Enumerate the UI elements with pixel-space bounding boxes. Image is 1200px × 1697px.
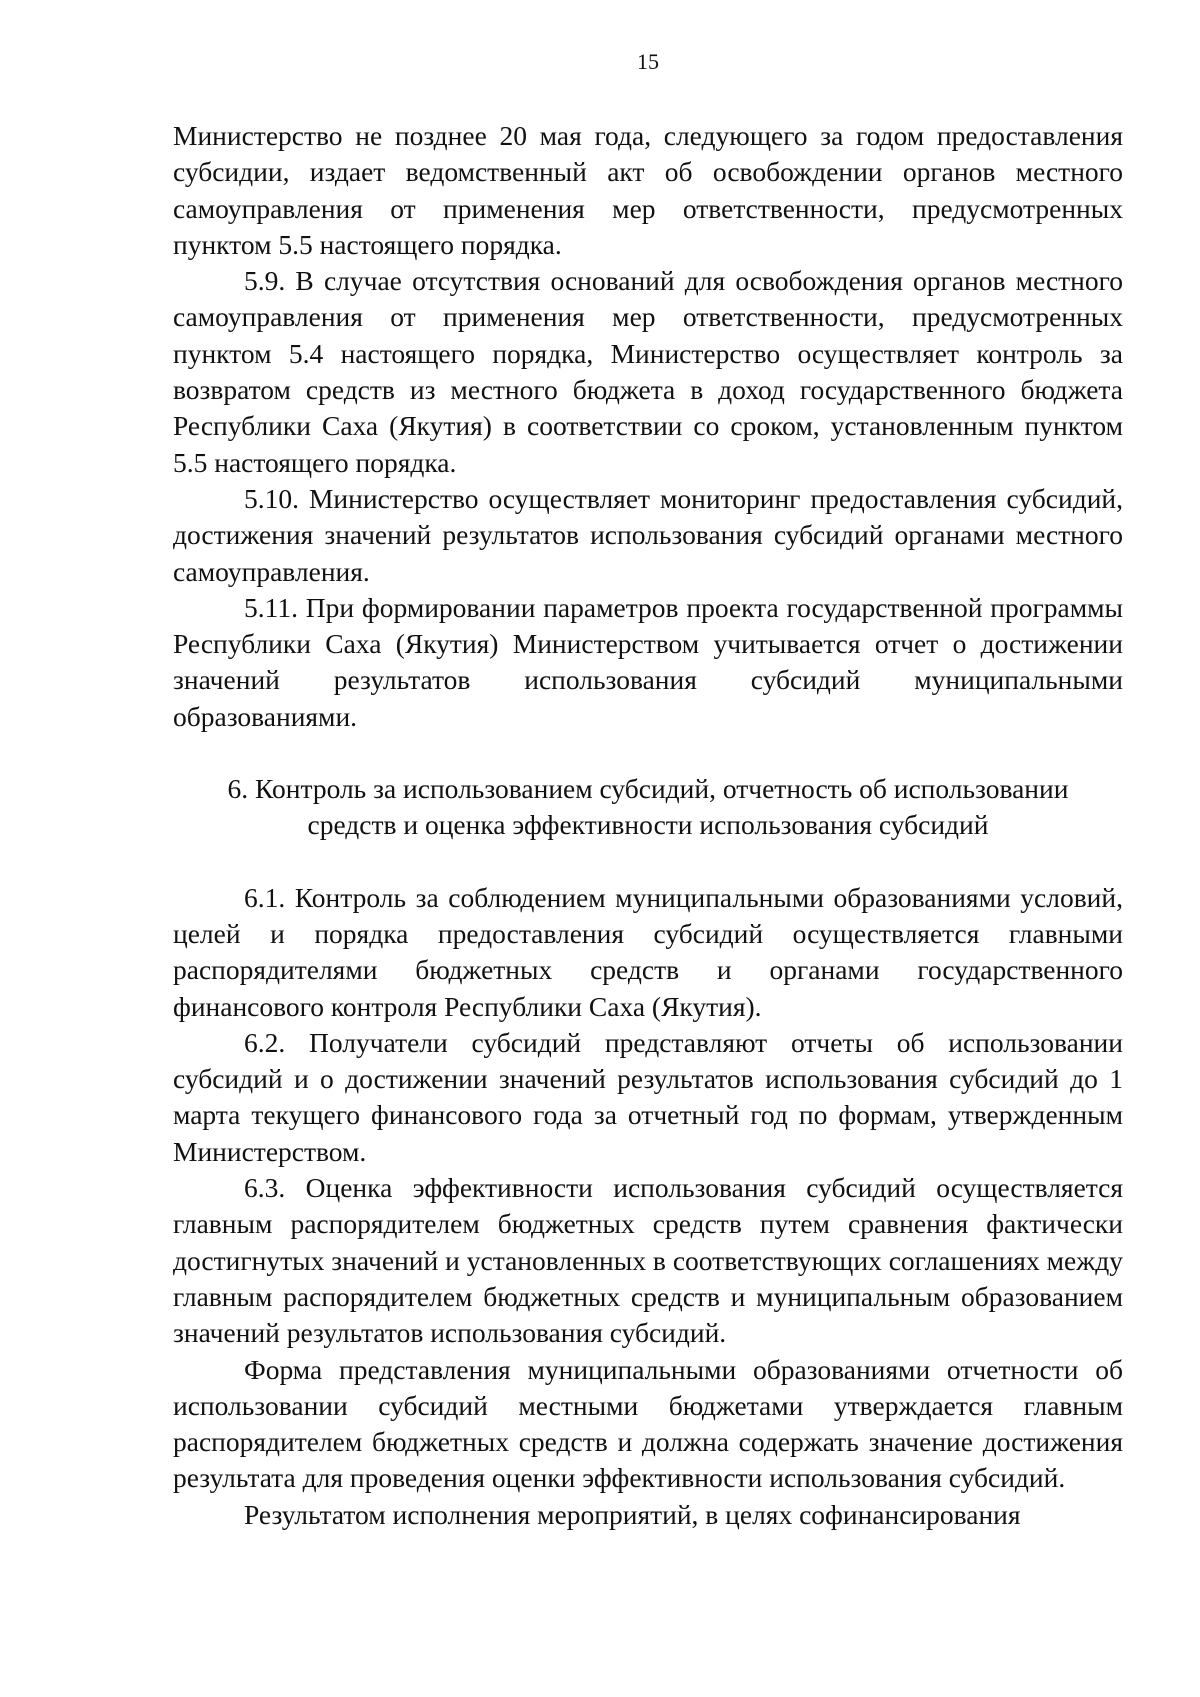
section-heading-line-1: 6. Контроль за использованием субсидий, отчетность об использовании (227, 773, 1069, 805)
paragraph-6-1: 6.1. Контроль за соблюдением муниципальными образованиями условий, целей и порядка предоставления субсидий осуществляется главными распорядителями бюджетных средств и органами государственного финансового контроля Республики Саха (Якутия). (173, 881, 1123, 1022)
paragraph-continuation: Министерство не позднее 20 мая года, следующего за годом предоставления субсидии, издает ведомственный акт об освобождении органов местного самоуправления от применения мер ответственности, предусмотренных пунктом 5.5 настоящего порядка. (173, 120, 1123, 260)
paragraph-5-9: 5.9. В случае отсутствия оснований для освобождения органов местного самоуправления от применения мер ответственности, предусмотренных пунктом 5.4 настоящего порядка, Министерство осуществляет контроль за возвратом средств из местного бюджета в доход государственного бюджета Республики Саха (Якутия) в соответствии со сроком, установленным пунктом 5.5 настоящего порядка. (173, 265, 1123, 478)
paragraph-result: Результатом исполнения мероприятий, в целях софинансирования (244, 1498, 1021, 1530)
section-heading-line-2: средств и оценка эффективности использования субсидий (307, 809, 989, 841)
paragraph-6-2: 6.2. Получатели субсидий представляют отчеты об использовании субсидий и о достижении значений результатов использования субсидий до 1 марта текущего финансового года за отчетный год по формам, утвержденным Министерством. (173, 1026, 1123, 1167)
section-6-heading (173, 771, 1123, 844)
paragraph-6-3: 6.3. Оценка эффективности использования субсидий осуществляется главным распорядителем бюджетных средств путем сравнения фактически достигнутых значений и установленных в соответствующих соглашениях между главным распорядителем бюджетных средств и муниципальным образованием значений результатов использования субсидий. (173, 1172, 1123, 1349)
paragraph-5-10: 5.10. Министерство осуществляет мониторинг предоставления субсидий, достижения значений результатов использования субсидий органами местного самоуправления. (173, 482, 1123, 587)
paragraph-5-11: 5.11. При формировании параметров проекта государственной программы Республики Саха (Якутия) Министерством учитывается отчет о достижении значений результатов использования субсидий муниципальными образованиями. (173, 591, 1123, 732)
paragraph-report-form: Форма представления муниципальными образованиями отчетности об использовании субсидий местными бюджетами утверждается главным распорядителем бюджетных средств и должна содержать значение достижения результата для проведения оценки эффективности использования субсидий. (173, 1353, 1123, 1494)
page-number: 15 (637, 49, 659, 74)
document-body (173, 118, 1123, 1533)
